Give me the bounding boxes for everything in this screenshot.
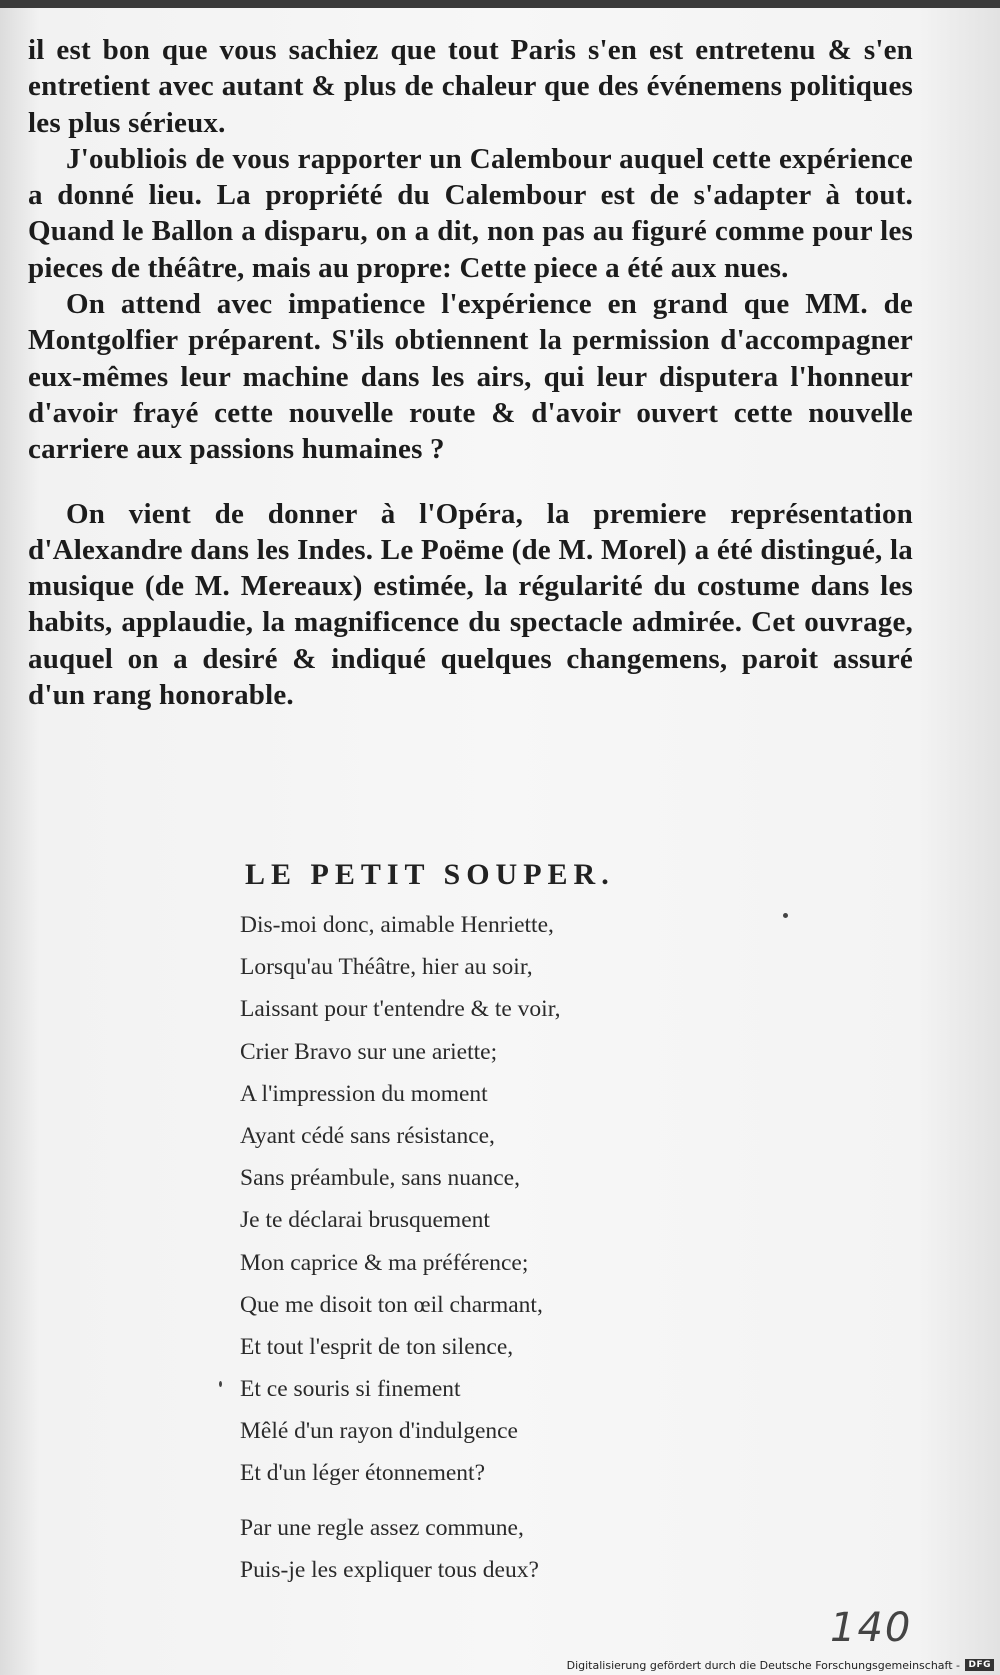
paragraph-2: J'oubliois de vous rapporter un Calembour auquel cette expérience a donné lieu. La propriété du Calembour est de s'adapter à tout. Quand le Ballon a disparu, on a dit, non pas au figuré comme pour les pieces de théâtre, mais au propre: Cette piece a été aux nues.: [28, 142, 913, 284]
poem-line: Mon caprice & ma préférence;: [240, 1249, 529, 1276]
poem-line: Que me disoit ton œil charmant,: [240, 1291, 543, 1318]
ink-speck: [783, 913, 788, 918]
poem-line: Par une regle assez commune,: [240, 1514, 524, 1541]
digitization-credit: Digitalisierung gefördert durch die Deutsche Forschungsgemeinschaft -: [566, 1659, 960, 1672]
paragraph-1: il est bon que vous sachiez que tout Paris s'en est entretenu & s'en entretient avec autant & plus de chaleur que des événemens politiques les plus sérieux.: [28, 34, 913, 139]
paragraph-4: On vient de donner à l'Opéra, la premiere représentation d'Alexandre dans les Indes. Le Poëme (de M. Morel) a été distingué, la musique (de M. Mereaux) estimée, la régularité du costume dans les habits, applaudie, la magnificence du spectacle admirée. Cet ouvrage, auquel on a desiré & indiqué quelques changemens, paroit assuré d'un rang honorable.: [28, 497, 913, 712]
poem-line: Dis-moi donc, aimable Henriette,: [240, 912, 554, 938]
poem-line: Sans préambule, sans nuance,: [240, 1165, 520, 1192]
dfg-logo: DFG: [965, 1659, 994, 1671]
poem-line: Je te déclarai brusquement: [240, 1207, 490, 1234]
stanza-break: [240, 1495, 760, 1507]
page-number: 140: [830, 1605, 913, 1651]
poem-line: Et d'un léger étonnement?: [240, 1460, 486, 1487]
ink-speck: [219, 1381, 222, 1387]
poem-line: A l'impression du moment: [240, 1080, 488, 1107]
poem-line: Et tout l'esprit de ton silence,: [240, 1333, 514, 1360]
poem-line: Crier Bravo sur une ariette;: [240, 1038, 498, 1065]
page-top-edge: [0, 0, 1000, 8]
prose-body: [28, 32, 913, 713]
poem-line: Lorsqu'au Théâtre, hier au soir,: [240, 954, 533, 981]
poem-line: Laissant pour t'entendre & te voir,: [240, 996, 561, 1023]
poem-line: Et ce souris si finement: [240, 1376, 461, 1403]
poem-title: LE PETIT SOUPER.: [245, 858, 615, 891]
poem: [240, 904, 760, 1591]
poem-line: Puis-je les expliquer tous deux?: [240, 1556, 539, 1583]
poem-line: Mêlé d'un rayon d'indulgence: [240, 1418, 518, 1445]
paragraph-3: On attend avec impatience l'expérience en grand que MM. de Montgolfier préparent. S'ils obtiennent la permission d'accompagner eux-mêmes leur machine dans les airs, qui leur disputera l'honneur d'avoir frayé cette nouvelle route & d'avoir ouvert cette nouvelle carriere aux passions humaines ?: [28, 288, 913, 466]
poem-line: Ayant cédé sans résistance,: [240, 1122, 495, 1149]
